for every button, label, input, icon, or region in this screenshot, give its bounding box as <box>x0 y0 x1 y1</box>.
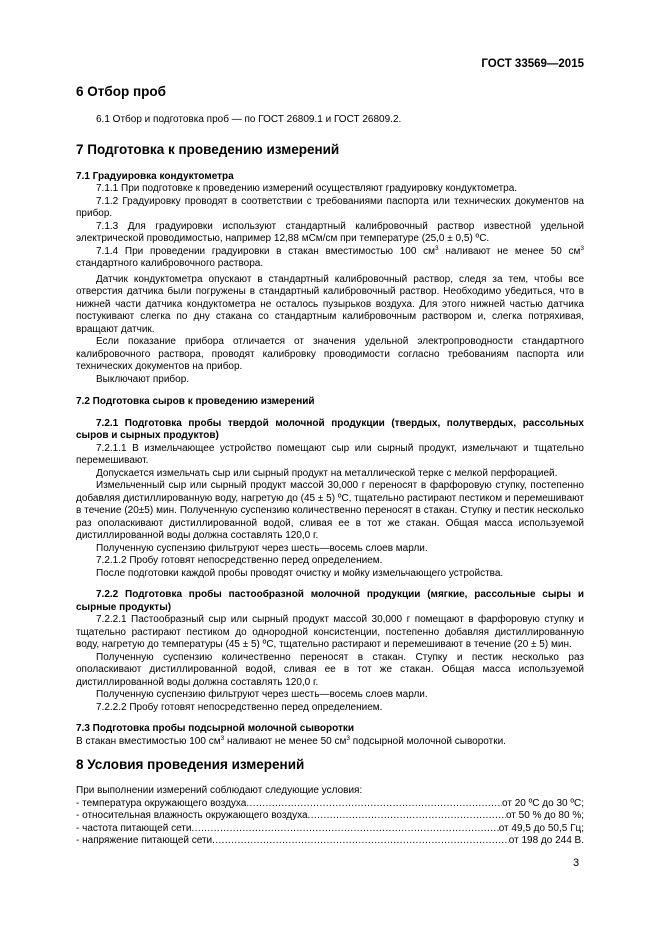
paragraph-6-1: 6.1 Отбор и подготовка проб — по ГОСТ 26809.1 и ГОСТ 26809.2. <box>96 114 402 125</box>
paragraph-filter-1: Полученную суспензию фильтруют через шесть—восемь слоев марли. <box>96 542 428 554</box>
paragraph-calibration: Если показание прибора отличается от значения удельной электропроводности стандартного калибровочного раствора, проводят калибровку проводимости согласно требованиям паспорта или технических документов на прибор. <box>76 336 584 372</box>
section-7-3-title: 7.3 Подготовка пробы подсырной молочной сыворотки <box>76 723 355 734</box>
paragraph-7-2-1-2: 7.2.1.2 Пробу готовят непосредственно перед определением. <box>96 555 383 566</box>
condition-item: - относительная влажность окружающего воздуха ..... от 50 % до 80 %; <box>76 810 584 823</box>
condition-item: - напряжение питающей сети ..... от 198 до 244 В. <box>76 835 584 848</box>
condition-item: - частота питающей сети ..... от 49,5 до 50,5 Гц; <box>76 823 584 836</box>
paragraph-grater: Допускается измельчать сыр или сырный продукт на металлической терке с мелкой перфорацией. <box>96 467 558 479</box>
paragraph-7-1-1: 7.1.1 При подготовке к проведению измерений осуществляют градуировку кондуктометра. <box>96 183 518 194</box>
paragraph-transfer: Полученную суспензию количественно переносят в стакан. Ступку и пестик несколько раз ополаскивают дистиллированной водой, сливая ее в тот же стакан. Общая масса используемой дистиллированной воды должна составлять 120,0 г. <box>76 651 584 688</box>
section-7-2-2-title: 7.2.2 Подготовка пробы пастообразной молочной продукции (мягкие, рассольные сыры и сырные продукты) <box>76 589 584 613</box>
paragraph-7-1-2: 7.1.2 Градуировку проводят в соответствии с требованиями паспорта или технических документов на прибор. <box>76 195 584 219</box>
document-header: ГОСТ 33569—2015 <box>481 58 584 70</box>
section-7-title: 7 Подготовка к проведению измерений <box>76 141 340 157</box>
conditions-list <box>76 798 584 848</box>
page-body <box>76 58 584 848</box>
section-7-1-title: 7.1 Градуировка кондуктометра <box>76 170 234 182</box>
condition-item: - температура окружающего воздуха ..... от 20 ºС до 30 ºС; <box>76 798 584 811</box>
section-8-title: 8 Условия проведения измерений <box>76 757 305 772</box>
paragraph-filter-2: Полученную суспензию фильтруют через шесть—восемь слоев марли. <box>96 689 428 700</box>
paragraph-cleaning: После подготовки каждой пробы проводят очистку и мойку измельчающего устройства. <box>96 567 504 579</box>
paragraph-mortar: Измельченный сыр или сырный продукт массой 30,000 г переносят в фарфоровую ступку, постепенно добавляя дистиллированную воду, нагретую до (45 ± 5) ºС, тщательно растирают пестиком и перемешивают в течение (20±5) мин. Полученную суспензию количественно переносят в стакан. Ступку и пестик несколько раз ополаскивают дистиллированной водой, сливая ее в тот же стакан. Общая масса используемой дистиллированной воды должна составлять 120,0 г. <box>76 480 585 541</box>
paragraph-7-2-2-2: 7.2.2.2 Пробу готовят непосредственно перед определением. <box>96 701 383 713</box>
paragraph-sensor: Датчик кондуктометра опускают в стандартный калибровочный раствор, следя за тем, чтобы все отверстия датчика были погружены в стандартный калибровочный раствор. Необходимо убедиться, что в нижней части датчика кондуктометра не осталось пузырьков воздуха. Для этого нижней частью датчика постукивают слегка по дну стакана со стандартным калибровочным раствором и, слегка потряхивая, вращают датчик. <box>76 273 584 335</box>
paragraph-7-2-2-1: 7.2.2.1 Пастообразный сыр или сырный продукт массой 30,000 г помещают в фарфоровую ступку и тщательно растирают пестиком до однородной консистенции, постепенно добавляя дистиллированную воду, нагретую до температуры (45 ± 5) ºС, тщательно растирают и перемешивают в течение (20 ± 5) мин. <box>76 614 584 650</box>
page-number: 3 <box>573 857 580 869</box>
paragraph-8-intro: При выполнении измерений соблюдают следующие условия: <box>76 785 363 796</box>
section-7-2-title: 7.2 Подготовка сыров к проведению измерений <box>76 396 315 407</box>
paragraph-switch-off: Выключают прибор. <box>96 373 190 385</box>
section-7-2-1-title: 7.2.1 Подготовка пробы твердой молочной продукции (твердых, полутвердых, рассольных сыров и сырных продуктов) <box>76 417 584 441</box>
paragraph-7-1-4: 7.1.4 При проведении градуировки в стакан вместимостью 100 $см^3$ наливают не менее 50 $см^3$ стандартного калибровочного раствора. <box>76 244 585 269</box>
section-6-title: 6 Отбор проб <box>76 84 166 99</box>
paragraph-7-2-1-1: 7.2.1.1 В измельчающее устройство помещают сыр или сырный продукт, измельчают и тщательно перемешивают. <box>76 442 584 466</box>
paragraph-7-3: В стакан вместимостью 100 $см^3$ наливают не менее 50 $см^3$ подсырной молочной сыворотки. <box>76 734 506 747</box>
paragraph-7-1-3: 7.1.3 Для градуировки используют стандартный калибровочный раствор известной удельной электрической проводимостью, например 12,88 мСм/см при температуре (25,0 ± 0,5) ºС. <box>76 220 584 244</box>
